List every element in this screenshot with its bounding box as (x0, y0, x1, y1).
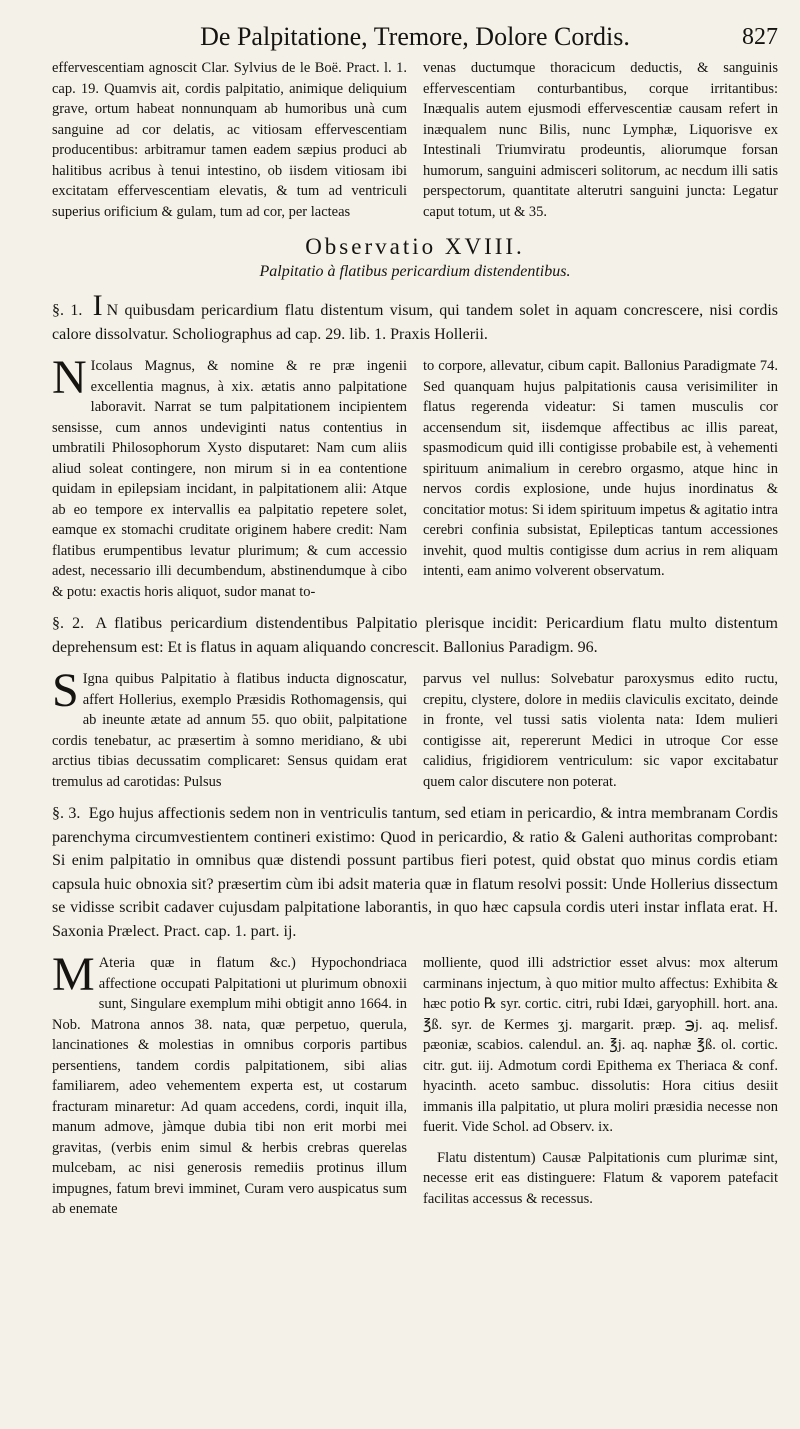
section-number: §. 3. (52, 805, 81, 822)
commentary-text: Flatu distentum) Causæ Palpitationis cum plurimæ sint, necesse erit eas distinguere: Flatum & vaporem patefacit facilitas accessus & recessus. (423, 1149, 778, 1207)
drop-cap: N (52, 351, 87, 404)
section-text: A flatibus pericardium distendentibus Palpitatio plerisque incidit: Pericardium flatu multo distentum deprehensum est: Et is flatus in aquam aliquando concrescit. Ballonius Paradigm. 96. (52, 615, 778, 656)
commentary-text: Ateria quæ in flatum &c.) Hypochondriaca affectione occupati Palpitationi ut plurimum obnoxii sunt, Singulare exemplum mihi obtigit anno 1664. in Nob. Matrona annos 38. nata, quæ perpetuo, querula, lancinationes & molestias in omnibus corporis partibus persentiens, tandem cordis palpitationem, sibi alias familiarem, adeo vehementem experta est, ut costarum fracturam minaretur: Ad quam accedens, cordi, inquit illa, manum admove, jàmque dubia tibi non erit morbi mei gravitas, (verbis enim simul & herbis crebras querelas mulcebam, ac nisi generosis remediis protinus illum impugnes, fatum brevi imminet, Curam vero auspicatus sum ab enemate (52, 955, 407, 1217)
observation-heading: Observatio XVIII. (305, 234, 525, 259)
section-2 (52, 612, 778, 659)
commentary-2-left (52, 664, 407, 792)
section-3 (52, 802, 778, 943)
running-head (52, 22, 778, 52)
section-number: §. 2. (52, 615, 85, 632)
commentary-3 (52, 948, 778, 1220)
commentary-2-right: parvus vel nullus: Solvebatur paroxysmus edito ructu, crepitu, clystere, dolore in mediis claviculis excitato, deinde in fronte, vel tussi satis violenta nata: Idem mulieri contigisse ait, repererunt Medici in utroque Cor esse calidius, frigidiorem ventriculum: sic vapor excitabatur quem calor discutere non poterat. (423, 671, 778, 790)
commentary-3-right (423, 953, 778, 1220)
commentary-1 (52, 351, 778, 602)
drop-cap: M (52, 948, 95, 1001)
commentary-1-left (52, 351, 407, 602)
intro-left-column: effervescentiam agnoscit Clar. Sylvius de le Boë. Pract. l. 1. cap. 19. Quamvis ait, cordis palpitatio, animique deliquium grave, ortum habeat nonnunquam ab humoribus unà cum sanguine ad cor delatis, ac vitiosam effervescentiam producentibus: arbitramur tamen eadem sæpius produci ab halitibus acribus à tenui intestino, ob iisdem vitiosam ibi excitatam effervescentiam elevatis, & tum ad ventriculi superius orificium & gulam, tum ad cor, per lacteas (52, 60, 407, 220)
commentary-3-left (52, 948, 407, 1220)
section-initial: I (92, 289, 103, 322)
intro-columns (52, 58, 778, 222)
commentary-text: molliente, quod illi adstrictior esset alvus: mox alterum carminans injectum, à quo mitior multo affectus: Exhibita & hæc potio ℞ syr. cortic. citri, rubi Idæi, garyophill. hort. ana. ℥ß. syr. de Kermes ʒj. margarit. præp. ℈j. aq. melisf. pæoniæ, scabios. calendul. an. ℥j. aq. naphæ ℥ß. ol. cortic. citr. gut. iij. Admotum cordi Epithema ex Theriaca & conf. hyacinth. aceto sambuc. dissolutis: Hora citius desiit immanis illa palpitatio, ut plura moliri præsidia necesse non fuerit. Vide Schol. ad Observ. ix. (423, 955, 778, 1135)
page-title: De Palpitatione, Tremore, Dolore Cordis. (200, 22, 630, 51)
drop-cap: S (52, 664, 79, 717)
commentary-text: Igna quibus Palpitatio à flatibus inducta dignoscatur, affert Hollerius, exemplo Præsidis Rothomagensis, qui ab ineunte ætate ad annum 55. quo obiit, palpitatione cordis tenebatur, ac præsertim à somno meridiano, & ubi arctius tibias decussatim complicaret: Sensus quidam erat tremulus ad carotidas: Pulsus (52, 671, 407, 790)
intro-right-column: venas ductumque thoracicum deductis, & sanguinis effervescentiam conturbantibus, corque irritantibus: Inæqualis autem ejusmodi effervescentiæ causam refert in inæqualem nunc Bilis, nunc Lymphæ, Liquorisve ex Intestinali Triumviratu prodeuntis, aliorumque forsan humorum, sanguini admisceri solitorum, ac necdum illi satis perspectorum, quantitate alterutri sanguini juncta: Legatur caput totum, ut & 35. (423, 60, 778, 220)
commentary-1-right: to corpore, allevatur, cibum capit. Ballonius Paradigmate 74. Sed quanquam hujus palpitationis causa verisimiliter in flatus regerenda videatur: Si tamen musculis cor accensendum sit, iisdemque affectibus ac illis pareat, spasmodicum quid illi contigisse probabile est, à vehementi spirituum animalium in cerebro orgasmo, atque hinc in nervos cordis explosione, unde hujus inordinatus & concitatior motus: Si idem spirituum impetus & agitatio intra cerebri confinia subsistat, Epilepticas tantum accessiones invehit, quod multis contigisse dum acrius in rem aliquam intenti, eam animo volverent observatum. (423, 358, 778, 579)
commentary-2 (52, 664, 778, 792)
section-1 (52, 291, 778, 346)
section-text: Ego hujus affectionis sedem non in ventriculis tantum, sed etiam in pericardio, & intra membranam Cordis parenchyma circumvestientem contineri existimo: Quod in pericardio, & ratio & Galeni authoritas comprobant: Si enim palpitatio in omnibus quæ distendi possunt partibus fieri potest, quid obstat quo minus cordis etiam capsula huic obnoxia sit? præsertim cùm ibi adsit materia quæ in flatum resolvi possit: Unde Hollerius dissectum se vidisse scribit cadaver cujusdam palpitatione laborantis, in quo hæc capsula cordis uteri instar inflata erat. H. Saxonia Prælect. Pract. cap. 1. part. ij. (52, 805, 779, 940)
section-number: §. 1. (52, 302, 83, 319)
page-number: 827 (742, 24, 778, 50)
commentary-text: Icolaus Magnus, & nomine & re præ ingenii excellentia magnus, à xix. ætatis anno palpitatione laboravit. Narrat se tum palpitationem incipientem sensisse, cum annos undeviginti natus contentius in umbratili Philosophorum Xysto disputaret: Nam cum aliis aliud soleat contingere, non mirum si in ea contentione quidam in epilepsiam incidant, in palpitationem alii: Atque ab eo tempore ex intervallis ea palpitatio repetere solet, eamque ex stomachi cruditate originem habere credit: Nam flatibus erumpentibus levatur plurimum; & cum accessio adest, necessario illi decumbendum, abstinendumque à cibo & potu: exactis horis aliquot, sudor manat to- (52, 358, 407, 600)
section-text: N quibusdam pericardium flatu distentum visum, qui tandem solet in aquam concrescere, nisi cordis calore dissolvatur. Scholiographus ad cap. 29. lib. 1. Praxis Hollerii. (52, 302, 779, 343)
observation-subtitle: Palpitatio à flatibus pericardium distendentibus. (259, 263, 571, 280)
